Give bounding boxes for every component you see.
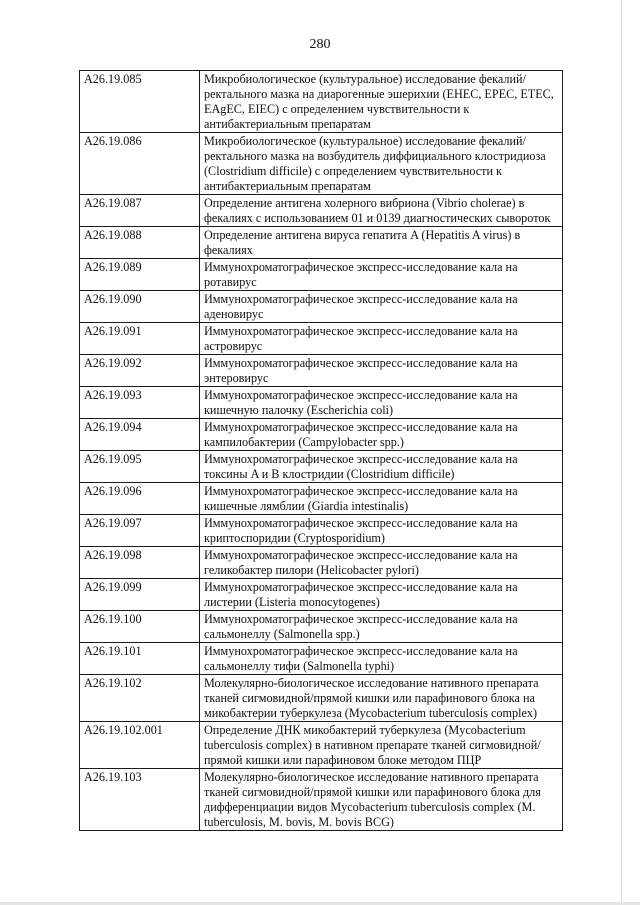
service-code-cell: A26.19.097 xyxy=(80,515,200,547)
table-row xyxy=(80,547,563,579)
service-code-cell: A26.19.100 xyxy=(80,611,200,643)
service-description-cell: Иммунохроматографическое экспресс-исследование кала на токсины A и B клостридии (Clostridium difficile) xyxy=(200,451,563,483)
service-code-cell: A26.19.095 xyxy=(80,451,200,483)
service-code-cell: A26.19.090 xyxy=(80,291,200,323)
table-row xyxy=(80,675,563,722)
page-number: 280 xyxy=(309,37,331,52)
table-row xyxy=(80,195,563,227)
service-code-cell: A26.19.096 xyxy=(80,483,200,515)
service-description-cell: Иммунохроматографическое экспресс-исследование кала на кишечные лямблии (Giardia intestinalis) xyxy=(200,483,563,515)
service-description-cell: Иммунохроматографическое экспресс-исследование кала на геликобактер пилори (Helicobacter pylori) xyxy=(200,547,563,579)
table-row xyxy=(80,419,563,451)
table-row xyxy=(80,259,563,291)
service-description-cell: Иммунохроматографическое экспресс-исследование кала на криптоспоридии (Cryptosporidium) xyxy=(200,515,563,547)
service-code-cell: A26.19.088 xyxy=(80,227,200,259)
service-code-cell: A26.19.098 xyxy=(80,547,200,579)
service-code-cell: A26.19.094 xyxy=(80,419,200,451)
table-row xyxy=(80,355,563,387)
service-description-cell: Иммунохроматографическое экспресс-исследование кала на кампилобактерии (Campylobacter spp.) xyxy=(200,419,563,451)
service-code-cell: A26.19.102.001 xyxy=(80,722,200,769)
service-description-cell: Молекулярно-биологическое исследование нативного препарата тканей сигмовидной/прямой кишки или парафинового блока на микобактерии туберкулеза (Mycobacterium tuberculosis complex) xyxy=(200,675,563,722)
table-row xyxy=(80,515,563,547)
table-row xyxy=(80,133,563,195)
table-row xyxy=(80,71,563,133)
scan-edge-line xyxy=(621,0,622,905)
service-description-cell: Иммунохроматографическое экспресс-исследование кала на сальмонеллу тифи (Salmonella typhi) xyxy=(200,643,563,675)
service-description-cell: Иммунохроматографическое экспресс-исследование кала на кишечную палочку (Escherichia coli) xyxy=(200,387,563,419)
table-row xyxy=(80,483,563,515)
service-code-cell: A26.19.092 xyxy=(80,355,200,387)
service-code-table xyxy=(79,70,563,831)
service-description-cell: Микробиологическое (культуральное) исследование фекалий/ректального мазка на возбудитель диффициального клостридиоза (Clostridium difficile) с определением чувствительности к антибактериальным препаратам xyxy=(200,133,563,195)
service-description-cell: Иммунохроматографическое экспресс-исследование кала на аденовирус xyxy=(200,291,563,323)
table-row xyxy=(80,387,563,419)
service-code-cell: A26.19.101 xyxy=(80,643,200,675)
table-row xyxy=(80,227,563,259)
service-description-cell: Определение антигена холерного вибриона (Vibrio cholerae) в фекалиях с использованием 01 и 0139 диагностических сывороток xyxy=(200,195,563,227)
table-row xyxy=(80,579,563,611)
service-description-cell: Определение ДНК микобактерий туберкулеза (Mycobacterium tuberculosis complex) в нативном препарате тканей сигмовидной/прямой кишки или парафиновом блоке методом ПЦР xyxy=(200,722,563,769)
service-description-cell: Иммунохроматографическое экспресс-исследование кала на листерии (Listeria monocytogenes) xyxy=(200,579,563,611)
service-description-cell: Микробиологическое (культуральное) исследование фекалий/ректального мазка на диарогенные эшерихии (EHEC, EPEC, ETEC, EAgEC, EIEC) с определением чувствительности к антибактериальным препаратам xyxy=(200,71,563,133)
table-row xyxy=(80,451,563,483)
table-row xyxy=(80,611,563,643)
service-code-cell: A26.19.103 xyxy=(80,769,200,831)
service-code-cell: A26.19.093 xyxy=(80,387,200,419)
table-body xyxy=(80,71,563,831)
table-row xyxy=(80,643,563,675)
service-description-cell: Определение антигена вируса гепатита A (Hepatitis A virus) в фекалиях xyxy=(200,227,563,259)
service-description-cell: Молекулярно-биологическое исследование нативного препарата тканей сигмовидной/прямой кишки или парафинового блока для дифференциации видов Mycobacterium tuberculosis complex (M. tuberculosis, M. bovis, M. bovis BCG) xyxy=(200,769,563,831)
service-code-cell: A26.19.089 xyxy=(80,259,200,291)
service-code-cell: A26.19.087 xyxy=(80,195,200,227)
table-row xyxy=(80,769,563,831)
service-description-cell: Иммунохроматографическое экспресс-исследование кала на энтеровирус xyxy=(200,355,563,387)
service-code-cell: A26.19.102 xyxy=(80,675,200,722)
service-code-cell: A26.19.099 xyxy=(80,579,200,611)
service-code-cell: A26.19.091 xyxy=(80,323,200,355)
table-row xyxy=(80,291,563,323)
service-code-cell: A26.19.086 xyxy=(80,133,200,195)
table-row xyxy=(80,722,563,769)
service-description-cell: Иммунохроматографическое экспресс-исследование кала на астровирус xyxy=(200,323,563,355)
service-description-cell: Иммунохроматографическое экспресс-исследование кала на ротавирус xyxy=(200,259,563,291)
table-row xyxy=(80,323,563,355)
service-code-cell: A26.19.085 xyxy=(80,71,200,133)
service-description-cell: Иммунохроматографическое экспресс-исследование кала на сальмонеллу (Salmonella spp.) xyxy=(200,611,563,643)
